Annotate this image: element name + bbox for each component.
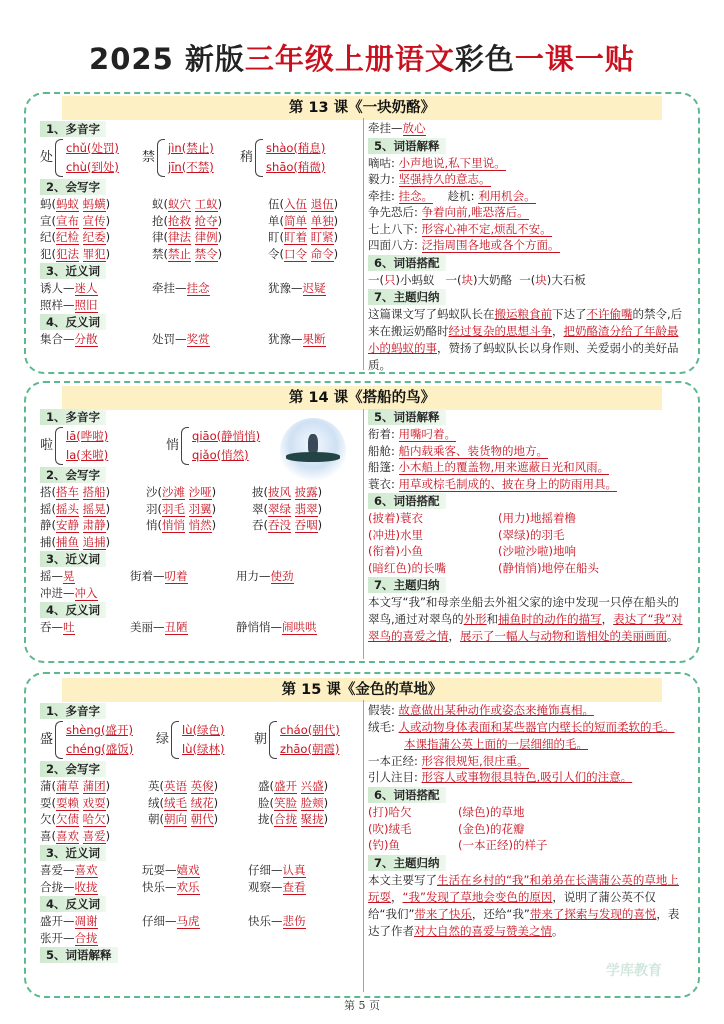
antonym-grid: 吞—吐 美丽—丑陋 静悄悄—闹哄哄 (40, 620, 317, 634)
section-heading: 6、词语搭配 (368, 787, 446, 803)
section-heading: 5、词语解释 (40, 947, 118, 963)
lesson-14-header: 第 14 课《搭船的鸟》 (62, 386, 662, 410)
theme-summary: 本文主要写了生活在乡村的“我”和弟弟在长满蒲公英的草地上玩耍，“我”发现了草地会变色的原因，说明了蒲公英不仅给“我们”带来了快乐，还给“我”带来了探索与发现的喜悦，表达了作者对大自然的喜爱与赞美之情。 (368, 872, 680, 938)
divider (363, 118, 364, 370)
section-heading: 1、多音字 (40, 121, 106, 137)
character-grid: 搭(搭车 搭船) 沙(沙滩 沙哑) 披(披风 披露) 摇(摇头 摇晃) 羽(羽毛 羽翼) 翠(翠绿 翡翠) 静(安静 肃静) 悄(悄悄 悄然) 吞(吞没 吞咽) 捕(捕鱼 追捕) (40, 485, 323, 549)
polyphone-group: 处 chǔ(处罚) chù(到处) 禁 jìn(禁止) jīn(不禁) 稍 shào(稍息) shāo(稍微) (40, 139, 360, 177)
character-grid: 蒲(蒲草 蒲团) 英(英语 英俊) 盛(盛开 兴盛) 耍(耍赖 戏耍) 绒(绒毛 绒花) 脸(笑脸 脸颊) 欠(欠债 哈欠) 朝(朝向 朝代) 拢(合拢 聚拢) 喜(喜欢 喜爱) (40, 779, 329, 843)
section-heading: 3、近义词 (40, 551, 106, 567)
kingfisher-image (280, 418, 346, 484)
section-heading: 3、近义词 (40, 845, 106, 861)
section-heading: 6、词语搭配 (368, 255, 446, 271)
polyphone-group: 盛 shèng(盛开) chéng(盛饭) 绿 lù(绿色) lù(绿林) 朝 cháo(朝代) zhāo(朝霞) (40, 721, 360, 759)
lesson-14-right: 5、词语解释 衔着: 用嘴叼着。 船舱: 船内载乘客、装货物的地方。 船篷: 小木船上的覆盖物,用来遮蔽日光和风雨。 蓑衣: 用草或棕毛制成的、披在身上的防雨用具。 6、词语搭配 (披着)蓑衣 (用力)地摇着橹 (冲进)水里 (翠绿)的羽毛 (衔着)小鱼 (沙啦沙啦)地响 (暗红色)的长嘴 (静悄悄)地停在船头 7、主题归纳 本文写“我”和母亲坐船去外祖父家的途中发现一只停在船头的翠鸟,通过对翠鸟的外形和捕鱼时的动作的描写，表达了“我”对翠鸟的喜爱之情，展示了一幅人与动物和谐相处的美丽画面。 (368, 410, 683, 643)
lesson-13-header: 第 13 课《一块奶酪》 (62, 96, 662, 120)
section-heading: 5、词语解释 (368, 138, 446, 154)
antonym-grid: 集合—分散 处罚—奖赏 犹豫—果断 (40, 332, 326, 346)
section-heading: 6、词语搭配 (368, 493, 446, 509)
synonym-grid: 喜爱—喜欢 玩耍—嬉戏 仔细—认真 合拢—收拢 快乐—欢乐 观察—查看 (40, 863, 306, 894)
section-heading: 2、会写字 (40, 179, 106, 195)
lesson-15-right: 假装: 故意做出某种动作或姿态来掩饰真相。 绒毛: 人或动物身体表面和某些器官内壁长的短而柔软的毛。本课指蒲公英上面的一层细细的毛。 一本正经: 形容很规矩,很庄重。 引人注目: 形容人或事物很具特色,吸引人们的注意。 6、词语搭配 (打)哈欠 (绿色)的草地 (吹)绒毛 (金色)的花瓣 (钓)鱼 (一本正经)的样子 7、主题归纳 本文主要写了生活在乡村的“我”和弟弟在长满蒲公英的草地上玩耍，“我”发现了草地会变色的原因，说明了蒲公英不仅给“我们”带来了快乐，还给“我”带来了探索与发现的喜悦，表达了作者对大自然的喜爱与赞美之情。 (368, 702, 684, 940)
section-heading: 2、会写字 (40, 467, 106, 483)
section-heading: 3、近义词 (40, 263, 106, 279)
section-heading: 4、反义词 (40, 314, 106, 330)
theme-summary: 这篇课文写了蚂蚁队长在搬运粮食前下达了不许偷嘴的禁令,后来在搬运奶酪时经过复杂的思想斗争，把奶酪渣分给了年龄最小的蚂蚁的事，赞扬了蚂蚁队长以身作则、关爱弱小的美好品质。 (368, 307, 683, 372)
section-heading: 4、反义词 (40, 896, 106, 912)
lesson-15-left (40, 702, 360, 964)
page-number: 第 5 页 (344, 999, 380, 1012)
lesson-15-header: 第 15 课《金色的草地》 (62, 678, 662, 702)
lesson-13-left (40, 120, 360, 348)
watermark-logo: 学库教育 (606, 963, 662, 979)
lesson-13-right: 牵挂—放心 5、词语解释 嘀咕: 小声地说,私下里说。 毅力: 坚强持久的意志。 牵挂: 挂念。 趁机: 利用机会。 争先恐后: 争着向前,唯恐落后。 七上八下: 形容心神不定,烦乱不安。 四面八方: 泛指周围各地或各个方面。 6、词语搭配 一(只)小蚂蚁 一(块)大奶酪 一(块)大石板 7、主题归纳 这篇课文写了蚂蚁队长在搬运粮食前下达了不许偷嘴的禁令,后来在搬运奶酪时经过复杂的思想斗争，把奶酪渣分给了年龄最小的蚂蚁的事，赞扬了蚂蚁队长以身作则、关爱弱小的美好品质。 (368, 121, 683, 372)
page-title: 2025 新版三年级上册语文彩色一课一贴 (89, 42, 635, 76)
polyphone-group: 啦 lā(哗啦) la(来啦) 悄 qiāo(静悄悄) qiǎo(悄然) (40, 427, 360, 465)
collocation-grid: (打)哈欠 (绿色)的草地 (吹)绒毛 (金色)的花瓣 (钓)鱼 (一本正经)的样子 (368, 805, 548, 852)
section-heading: 2、会写字 (40, 761, 106, 777)
character-grid: 蚂(蚂蚁 蚂蟥) 蚁(蚁穴 工蚁) 伍(入伍 退伍) 宣(宣布 宣传) 抢(抢救 抢夺) 单(简单 单独) 纪(纪检 纪委) 律(律法 律例) 盯(盯着 盯紧) 犯(犯法 罪犯) 禁(禁止 禁令) 令(口令 命令) (40, 197, 339, 261)
divider (363, 409, 364, 659)
divider (363, 700, 364, 992)
antonym-grid: 盛开—凋谢 仔细—马虎 快乐—悲伤 张开—合拢 (40, 914, 306, 945)
collocation-grid: (披着)蓑衣 (用力)地摇着橹 (冲进)水里 (翠绿)的羽毛 (衔着)小鱼 (沙啦沙啦)地响 (暗红色)的长嘴 (静悄悄)地停在船头 (368, 511, 599, 575)
section-heading: 4、反义词 (40, 602, 106, 618)
section-heading: 7、主题归纳 (368, 855, 446, 871)
section-heading: 1、多音字 (40, 703, 106, 719)
section-heading: 5、词语解释 (368, 409, 446, 425)
section-heading: 7、主题归纳 (368, 289, 446, 305)
section-heading: 1、多音字 (40, 409, 106, 425)
synonym-grid: 诱人—迷人 牵挂—挂念 犹豫—迟疑 照样—照旧 (40, 281, 326, 312)
section-heading: 7、主题归纳 (368, 577, 446, 593)
synonym-grid: 摇—晃 街着—叨着 用力—使劲 冲进—冲入 (40, 569, 294, 600)
theme-summary: 本文写“我”和母亲坐船去外祖父家的途中发现一只停在船头的翠鸟,通过对翠鸟的外形和捕鱼时的动作的描写，表达了“我”对翠鸟的喜爱之情，展示了一幅人与动物和谐相处的美丽画面。 (368, 595, 683, 643)
